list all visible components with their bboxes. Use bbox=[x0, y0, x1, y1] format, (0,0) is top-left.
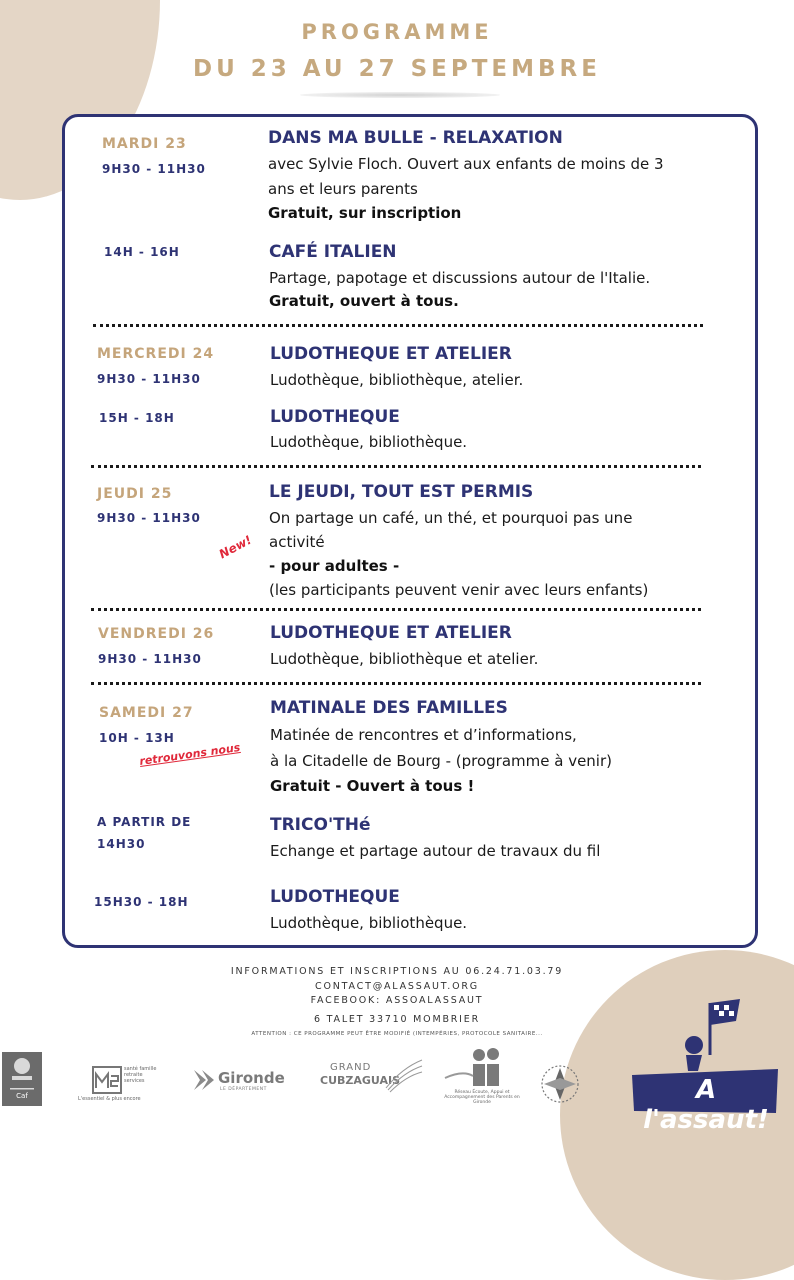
cubzaguais-label: CUBZAGUAIS bbox=[320, 1074, 401, 1087]
event-desc-mercredi-1: Ludothèque, bibliothèque, atelier. bbox=[270, 371, 524, 389]
day-label-mercredi: MERCREDI 24 bbox=[97, 346, 215, 362]
dotted-separator bbox=[93, 324, 703, 327]
event-title-samedi-2: TRICO'THé bbox=[270, 815, 371, 835]
gironde-chevron-icon bbox=[192, 1068, 216, 1092]
event-note-mardi-2: Gratuit, ouvert à tous. bbox=[269, 292, 459, 310]
msa-tagline: L'essentiel & plus encore bbox=[78, 1096, 141, 1102]
time-mardi-1: 9H30 - 11H30 bbox=[102, 162, 206, 176]
msa-logo bbox=[78, 1066, 162, 1106]
event-desc-samedi-2: Echange et partage autour de travaux du fil bbox=[270, 842, 601, 860]
retrouvons-nous-tag: retrouvons nous bbox=[138, 740, 242, 769]
dotted-separator bbox=[91, 465, 701, 468]
event-desc-samedi-1b: à la Citadelle de Bourg - (programme à venir) bbox=[270, 752, 612, 770]
day-label-vendredi: VENDREDI 26 bbox=[98, 626, 215, 642]
family-figures-icon bbox=[443, 1048, 519, 1090]
grand-label: GRAND bbox=[330, 1062, 372, 1073]
msa-emblem-icon bbox=[92, 1066, 122, 1094]
page-subtitle-dates: DU 23 AU 27 SEPTEMBRE bbox=[193, 56, 601, 82]
alassaut-logo bbox=[628, 995, 784, 1135]
event-desc-mardi-2: Partage, papotage et discussions autour de l'Italie. bbox=[269, 269, 651, 287]
event-title-mercredi-1: LUDOTHEQUE ET ATELIER bbox=[270, 344, 512, 364]
footer-info: INFORMATIONS ET INSCRIPTIONS AU 06.24.71.03.79 bbox=[230, 966, 564, 977]
dotted-separator bbox=[91, 608, 701, 611]
event-title-samedi-3: LUDOTHEQUE bbox=[270, 887, 400, 907]
time-mercredi-1: 9H30 - 11H30 bbox=[97, 372, 201, 386]
compass-icon bbox=[536, 1060, 584, 1108]
time-vendredi-1: 9H30 - 11H30 bbox=[98, 652, 202, 666]
gironde-sub: LE DÉPARTEMENT bbox=[220, 1087, 267, 1092]
event-title-samedi-1: MATINALE DES FAMILLES bbox=[270, 698, 508, 718]
msa-lines: santé famille retraite services bbox=[124, 1066, 157, 1084]
alassaut-label: A l'assaut! bbox=[643, 1075, 769, 1135]
grand-cubzaguais-logo bbox=[318, 1060, 418, 1096]
time-samedi-2b: 14H30 bbox=[97, 837, 146, 851]
new-badge: New! bbox=[216, 532, 255, 562]
compass-logo bbox=[536, 1060, 584, 1108]
event-desc-vendredi-1: Ludothèque, bibliothèque et atelier. bbox=[270, 650, 539, 668]
event-desc-mercredi-2: Ludothèque, bibliothèque. bbox=[270, 433, 468, 451]
page-title: PROGRAMME bbox=[301, 20, 493, 44]
event-note-jeudi-1: - pour adultes - bbox=[269, 557, 400, 575]
event-title-mercredi-2: LUDOTHEQUE bbox=[270, 407, 400, 427]
time-samedi-1: 10H - 13H bbox=[99, 731, 175, 745]
gironde-label: Gironde bbox=[218, 1069, 285, 1087]
event-desc-samedi-1a: Matinée de rencontres et d’informations, bbox=[270, 726, 577, 744]
event-title-vendredi-1: LUDOTHEQUE ET ATELIER bbox=[270, 623, 512, 643]
gironde-logo bbox=[192, 1068, 288, 1094]
cubzaguais-waves-icon bbox=[384, 1058, 424, 1094]
event-title-mardi-1: DANS MA BULLE - RELAXATION bbox=[268, 128, 563, 148]
title-shadow bbox=[300, 92, 500, 98]
time-samedi-3: 15H30 - 18H bbox=[94, 895, 189, 909]
event-note-samedi-1: Gratuit - Ouvert à tous ! bbox=[270, 777, 475, 795]
reaap-label: Réseau Écoute, Appui et Accompagnement des Parents en Gironde bbox=[444, 1090, 520, 1105]
time-jeudi-1: 9H30 - 11H30 bbox=[97, 511, 201, 525]
time-mardi-2: 14H - 16H bbox=[104, 245, 180, 259]
footer-disclaimer: ATTENTION : CE PROGRAMME PEUT ÊTRE MODIFIÉ (INTEMPÉRIES, PROTOCOLE SANITAIRE... bbox=[251, 1031, 543, 1037]
event-desc-mardi-1b: ans et leurs parents bbox=[268, 180, 418, 198]
event-desc-jeudi-1b: activité bbox=[269, 533, 325, 551]
caf-logo bbox=[2, 1052, 42, 1106]
event-title-jeudi-1: LE JEUDI, TOUT EST PERMIS bbox=[269, 482, 534, 502]
event-title-mardi-2: CAFÉ ITALIEN bbox=[269, 242, 397, 262]
caf-label: Caf bbox=[16, 1092, 28, 1100]
time-samedi-2a: A PARTIR DE bbox=[97, 815, 192, 829]
day-label-mardi: MARDI 23 bbox=[102, 136, 187, 152]
day-label-jeudi: JEUDI 25 bbox=[97, 486, 173, 502]
time-mercredi-2: 15H - 18H bbox=[99, 411, 175, 425]
event-desc-samedi-3: Ludothèque, bibliothèque. bbox=[270, 914, 468, 932]
footer-facebook[interactable]: FACEBOOK: ASSOALASSAUT bbox=[310, 995, 484, 1006]
day-label-samedi: SAMEDI 27 bbox=[99, 705, 194, 721]
event-desc-jeudi-1a: On partage un café, un thé, et pourquoi pas une bbox=[269, 509, 633, 527]
event-note-mardi-1: Gratuit, sur inscription bbox=[268, 204, 462, 222]
event-desc-mardi-1a: avec Sylvie Floch. Ouvert aux enfants de moins de 3 bbox=[268, 155, 664, 173]
footer-email[interactable]: CONTACT@ALASSAUT.ORG bbox=[315, 981, 479, 992]
dotted-separator bbox=[91, 682, 701, 685]
reaap-logo bbox=[443, 1048, 523, 1108]
footer-address: 6 TALET 33710 MOMBRIER bbox=[314, 1014, 480, 1025]
event-desc-jeudi-1c: (les participants peuvent venir avec leurs enfants) bbox=[269, 581, 649, 599]
